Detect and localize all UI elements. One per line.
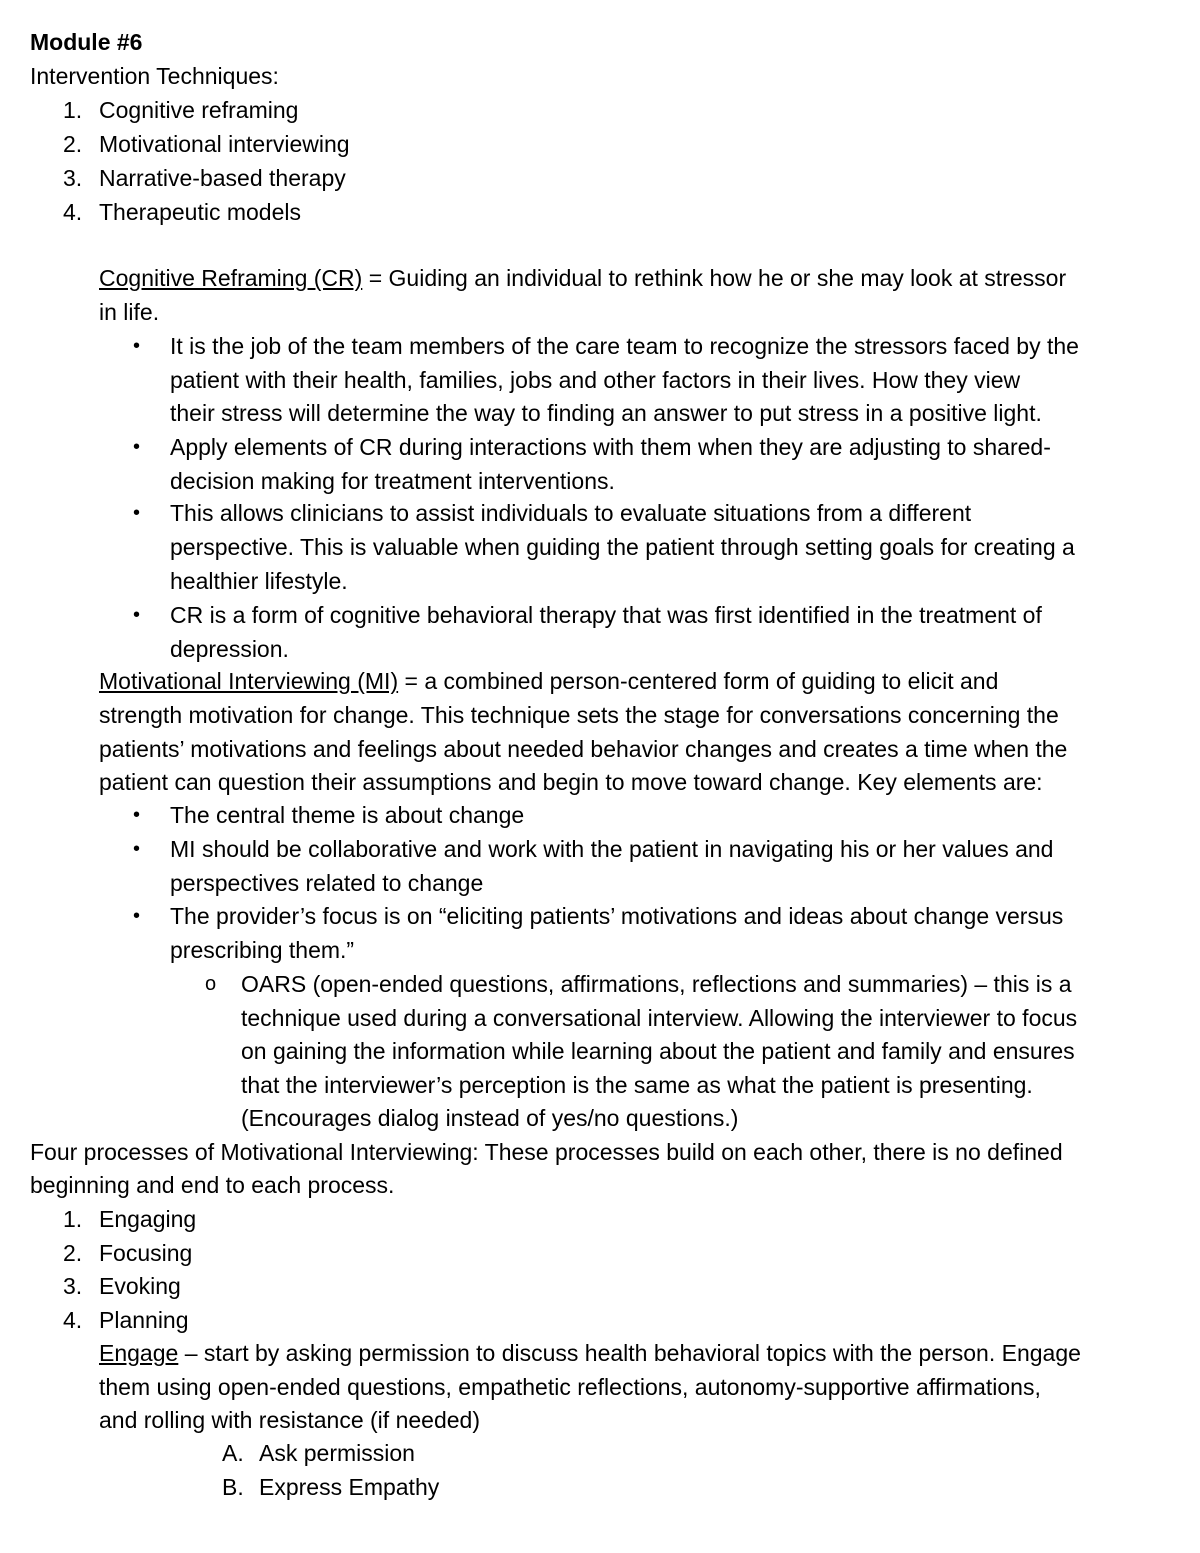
- cr-definition: [99, 262, 1066, 296]
- sub-list-item: (Encourages dialog instead of yes/no questions.): [241, 1105, 739, 1131]
- mi-definition: [99, 665, 998, 699]
- bullet-icon: •: [133, 838, 141, 860]
- cr-term: Cognitive Reframing (CR): [99, 265, 363, 291]
- list-item: depression.: [170, 636, 289, 662]
- list-item: Motivational interviewing: [99, 131, 350, 157]
- engage-definition: [99, 1337, 1081, 1371]
- list-item: perspective. This is valuable when guiding the patient through setting goals for creating a: [170, 534, 1075, 560]
- circle-bullet-icon: o: [205, 973, 217, 995]
- engage-text: them using open-ended questions, empathetic reflections, autonomy-supportive affirmations,: [99, 1374, 1041, 1400]
- mi-term: Motivational Interviewing (MI): [99, 668, 399, 694]
- list-item: their stress will determine the way to finding an answer to put stress in a positive light.: [170, 400, 1042, 426]
- mi-def-line: patient can question their assumptions and begin to move toward change. Key elements are:: [99, 769, 1043, 795]
- mi-def-text: = a combined person-centered form of guiding to elicit and: [398, 668, 999, 694]
- list-item: The provider’s focus is on “eliciting patients’ motivations and ideas about change versus: [170, 903, 1064, 929]
- bullet-icon: •: [133, 804, 141, 826]
- list-item: The central theme is about change: [170, 802, 525, 828]
- bullet-icon: •: [133, 604, 141, 626]
- step-letter: A.: [222, 1440, 244, 1466]
- page-title: Module #6: [30, 29, 143, 55]
- list-item: It is the job of the team members of the care team to recognize the stressors faced by the: [170, 333, 1079, 359]
- mi-def-line: patients’ motivations and feelings about needed behavior changes and creates a time when the: [99, 736, 1068, 762]
- list-item: perspectives related to change: [170, 870, 484, 896]
- engage-text: – start by asking permission to discuss health behavioral topics with the person. Engage: [178, 1340, 1081, 1366]
- list-number: 3.: [63, 165, 83, 191]
- list-number: 1.: [63, 97, 83, 123]
- list-number: 4.: [63, 199, 83, 225]
- list-number: 2.: [63, 131, 83, 157]
- step-letter: B.: [222, 1474, 244, 1500]
- list-item: Cognitive reframing: [99, 97, 299, 123]
- list-item: Evoking: [99, 1273, 181, 1299]
- list-item: MI should be collaborative and work with the patient in navigating his or her values and: [170, 836, 1054, 862]
- list-number: 1.: [63, 1206, 83, 1232]
- processes-intro: beginning and end to each process.: [30, 1172, 395, 1198]
- sub-list-item: on gaining the information while learning about the patient and family and ensures: [241, 1038, 1075, 1064]
- sub-list-item: technique used during a conversational interview. Allowing the interviewer to focus: [241, 1005, 1078, 1031]
- list-item: Apply elements of CR during interactions with them when they are adjusting to shared-: [170, 434, 1051, 460]
- bullet-icon: •: [133, 436, 141, 458]
- cr-def-line2: in life.: [99, 299, 160, 325]
- processes-intro: Four processes of Motivational Interviewing: These processes build on each other, there is no defined: [30, 1139, 1063, 1165]
- list-item: prescribing them.”: [170, 937, 355, 963]
- list-item: decision making for treatment interventions.: [170, 468, 615, 494]
- engage-term: Engage: [99, 1340, 179, 1366]
- list-item: This allows clinicians to assist individuals to evaluate situations from a different: [170, 500, 972, 526]
- bullet-icon: •: [133, 905, 141, 927]
- bullet-icon: •: [133, 502, 141, 524]
- sub-list-item: OARS (open-ended questions, affirmations, reflections and summaries) – this is a: [241, 971, 1072, 997]
- list-number: 3.: [63, 1273, 83, 1299]
- list-item: Focusing: [99, 1240, 193, 1266]
- step-text: Ask permission: [259, 1440, 415, 1466]
- list-number: 2.: [63, 1240, 83, 1266]
- list-number: 4.: [63, 1307, 83, 1333]
- mi-def-line: strength motivation for change. This technique sets the stage for conversations concerning the: [99, 702, 1059, 728]
- list-item: healthier lifestyle.: [170, 568, 348, 594]
- intro-heading: Intervention Techniques:: [30, 63, 279, 89]
- list-item: Engaging: [99, 1206, 197, 1232]
- engage-text: and rolling with resistance (if needed): [99, 1407, 480, 1433]
- bullet-icon: •: [133, 335, 141, 357]
- step-text: Express Empathy: [259, 1474, 440, 1500]
- list-item: Therapeutic models: [99, 199, 301, 225]
- list-item: Planning: [99, 1307, 189, 1333]
- sub-list-item: that the interviewer’s perception is the same as what the patient is presenting.: [241, 1072, 1033, 1098]
- cr-def-text: = Guiding an individual to rethink how he or she may look at stressor: [362, 265, 1067, 291]
- list-item: patient with their health, families, jobs and other factors in their lives. How they view: [170, 367, 1021, 393]
- list-item: Narrative-based therapy: [99, 165, 346, 191]
- list-item: CR is a form of cognitive behavioral therapy that was first identified in the treatment of: [170, 602, 1042, 628]
